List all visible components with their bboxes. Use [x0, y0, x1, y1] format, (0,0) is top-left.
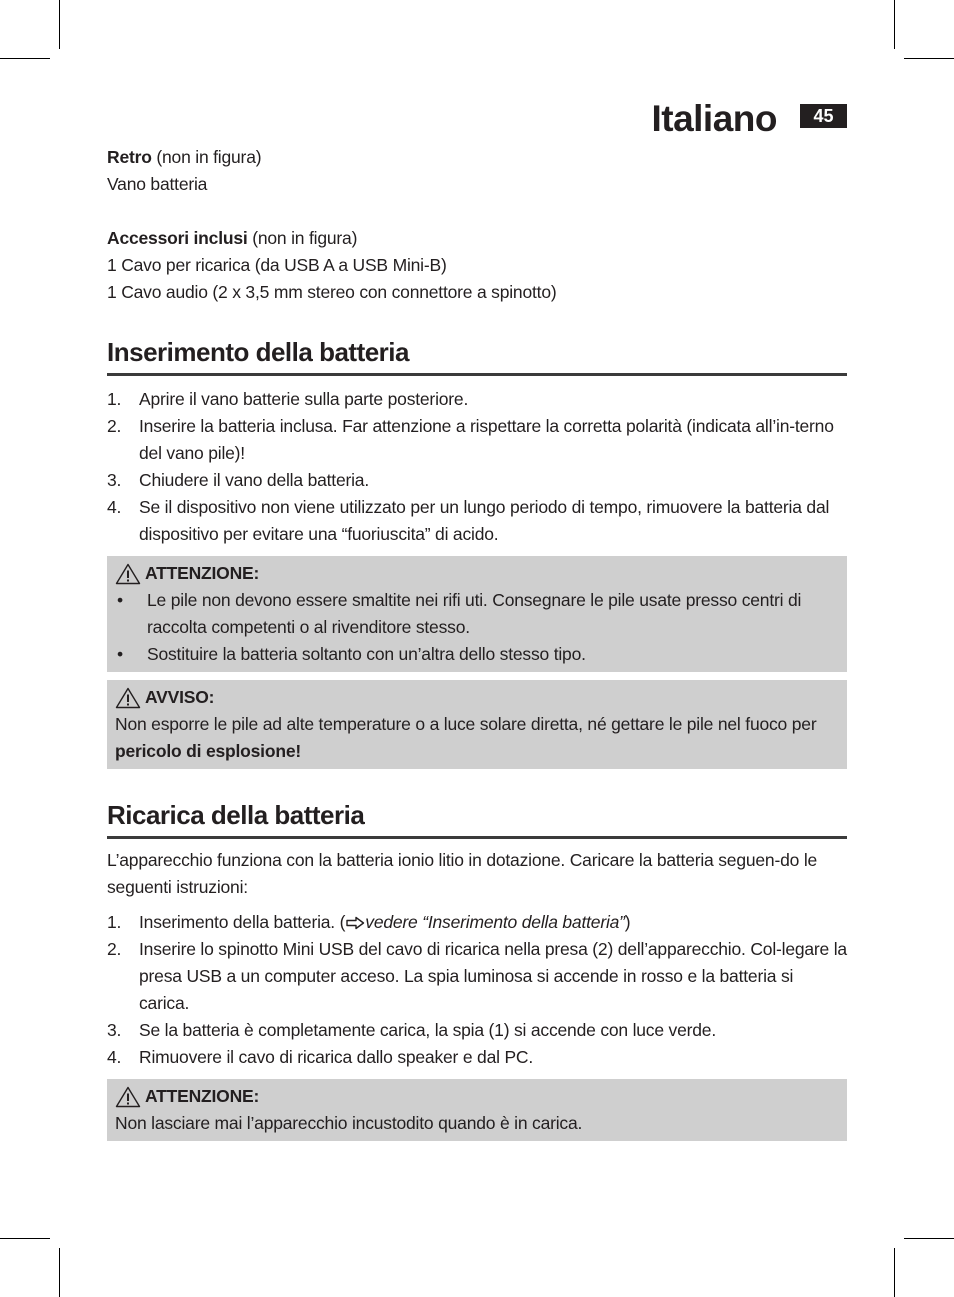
notice-title: AVVISO: [145, 687, 215, 707]
list-item: • Le pile non devono essere smaltite nei rifi uti. Consegnare le pile usate presso centri di raccolta competenti o al rivenditore stesso. [117, 590, 802, 637]
charging-steps [107, 909, 847, 1071]
battery-insert-steps [107, 386, 847, 548]
crop-mark-bottom-left-v [59, 1248, 60, 1297]
list-item: 3. Chiudere il vano della batteria. [107, 470, 369, 490]
list-item: 4. Se il dispositivo non viene utilizzato per un lungo periodo di tempo, rimuovere la batteria dal dispositivo per evitare una “fuoriuscita” di acido. [107, 497, 830, 544]
page-content [107, 144, 847, 1141]
list-item: 2. Inserire lo spinotto Mini USB del cavo di ricarica nella presa (2) dell’apparecchio. Col-legare la presa USB a un computer acceso. La spia luminosa si accende in rosso e la batteria si carica. [107, 939, 847, 1013]
accessories-line [107, 225, 847, 252]
charging-intro: L’apparecchio funziona con la batteria ionio litio in dotazione. Caricare la batteria seguen-do le seguenti istruzioni: [107, 850, 818, 897]
page-header [651, 96, 847, 142]
notice-text: Non lasciare mai l’apparecchio incustodito quando è in carica. [115, 1113, 583, 1133]
page-number: 45 [800, 104, 847, 128]
accessory-item: 1 Cavo audio (2 x 3,5 mm stereo con connettore a spinotto) [107, 282, 557, 302]
attention-notice-battery [107, 556, 847, 672]
crop-mark-top-left-v [59, 0, 60, 49]
language-title: Italiano [651, 98, 777, 139]
notice-emphasis: pericolo di esplosione! [115, 741, 301, 761]
warning-triangle-icon [115, 563, 141, 585]
list-item: 4. Rimuovere il cavo di ricarica dallo speaker e dal PC. [107, 1047, 534, 1067]
crop-mark-bottom-right-h [904, 1238, 954, 1239]
crop-mark-top-right-v [894, 0, 895, 49]
list-item: 1. Inserimento della batteria. ( vedere “Inserimento della batteria”) [107, 912, 631, 932]
crop-mark-top-left-h [0, 58, 50, 59]
list-item: 2. Inserire la batteria inclusa. Far attenzione a rispettare la corretta polarità (indicata all’in-terno del vano pile)! [107, 416, 834, 463]
retro-item: Vano batteria [107, 174, 208, 194]
crop-mark-bottom-left-h [0, 1238, 50, 1239]
notice-title: ATTENZIONE: [145, 563, 260, 583]
cross-reference-link[interactable]: vedere “Inserimento della batteria” [365, 912, 625, 932]
crop-mark-bottom-right-v [894, 1248, 895, 1297]
list-item: 3. Se la batteria è completamente carica, la spia (1) si accende con luce verde. [107, 1020, 716, 1040]
section-title-battery-insert: Inserimento della batteria [107, 335, 847, 376]
retro-line [107, 144, 847, 171]
arrow-right-icon [345, 916, 365, 930]
notice-title: ATTENZIONE: [145, 1086, 260, 1106]
warning-triangle-icon [115, 1086, 141, 1108]
retro-label: Retro [107, 147, 152, 167]
accessory-item: 1 Cavo per ricarica (da USB A a USB Mini-B) [107, 255, 447, 275]
list-item: 1. Aprire il vano batterie sulla parte posteriore. [107, 389, 469, 409]
notice-text: Non esporre le pile ad alte temperature o a luce solare diretta, né gettare le pile nel fuoco per pericolo di esplosione! [115, 714, 817, 761]
warning-triangle-icon [115, 687, 141, 709]
retro-note: (non in figura) [156, 147, 262, 167]
accessories-note: (non in figura) [252, 228, 358, 248]
list-item: • Sostituire la batteria soltanto con un’altra dello stesso tipo. [117, 644, 586, 664]
warning-notice-explosion [107, 680, 847, 769]
accessories-label: Accessori inclusi [107, 228, 248, 248]
crop-mark-top-right-h [904, 58, 954, 59]
attention-notice-charging [107, 1079, 847, 1141]
section-title-charging: Ricarica della batteria [107, 798, 847, 839]
